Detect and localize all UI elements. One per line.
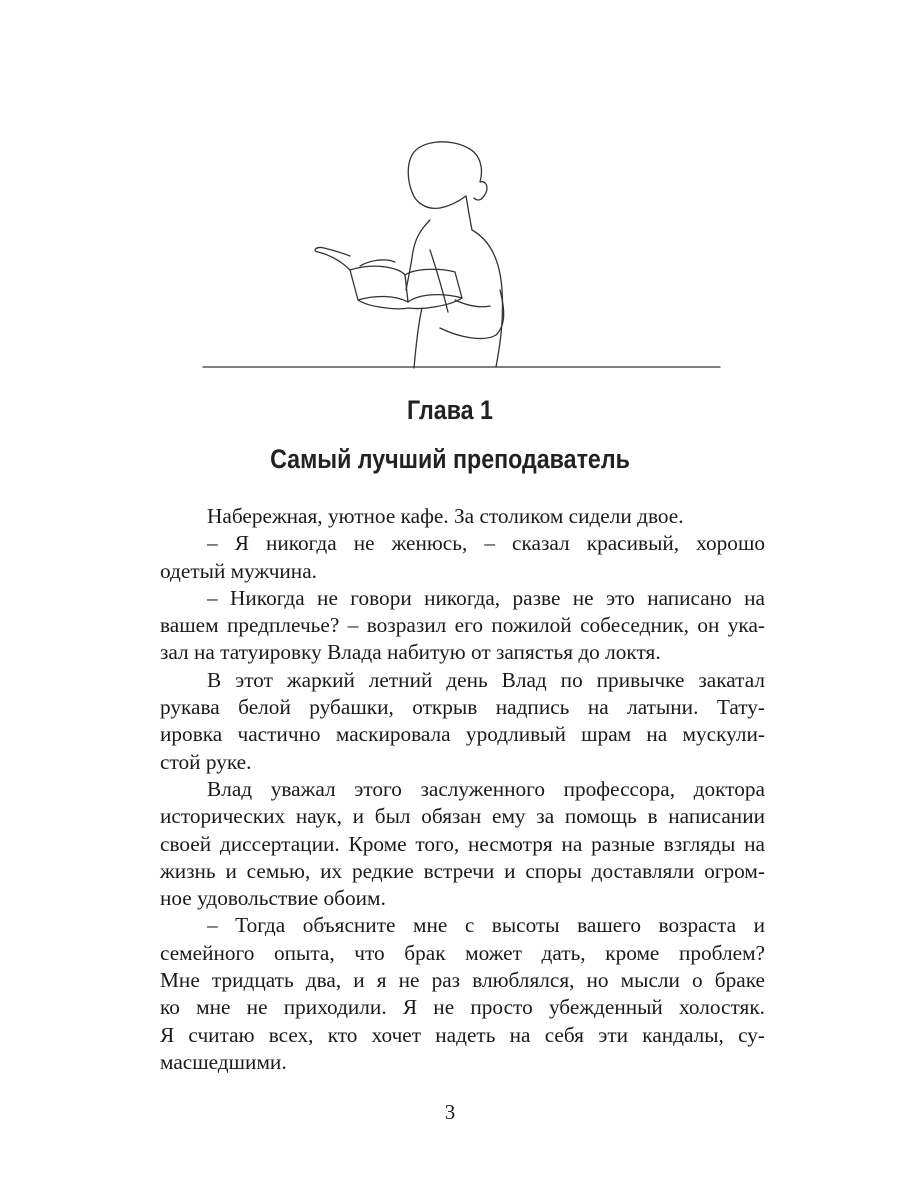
chapter-number: Глава 1: [407, 395, 493, 425]
text-line: Влад уважал этого заслуженного профессора, доктора: [207, 776, 765, 801]
text-line: жизнь и семью, их редкие встречи и споры доставляли огром-: [160, 858, 765, 883]
text-line: Набережная, уютное кафе. За столиком сидели двое.: [207, 504, 684, 528]
text-line: Я считаю всех, кто хочет надеть на себя эти кандалы, су-: [160, 1022, 765, 1047]
paragraph: [160, 503, 765, 530]
man-reading-book-line-drawing-icon: [200, 130, 725, 375]
paragraph: [160, 912, 765, 1076]
text-line: В этот жаркий летний день Влад по привычке закатал: [207, 667, 765, 692]
text-line: – Тогда объясните мне с высоты вашего возраста и: [207, 913, 765, 938]
text-line: ировка частично маскировала уродливый шрам на мускули-: [160, 722, 765, 747]
chapter-title: Самый лучший преподаватель: [270, 444, 630, 474]
paragraph: [160, 530, 765, 585]
text-line: зал на татуировку Влада набитую от запястья до локтя.: [160, 640, 661, 665]
paragraph: [160, 776, 765, 912]
page-number: 3: [444, 1100, 456, 1124]
text-line: одетый мужчина.: [160, 558, 317, 583]
text-line: исторических наук, и был обязан ему за помощь в написании: [160, 804, 765, 829]
text-line: рукава белой рубашки, открыв надпись на латыни. Тату-: [160, 695, 765, 720]
text-line: ко мне не приходили. Я не просто убежденный холостяк.: [160, 995, 765, 1020]
text-line: – Я никогда не женюсь, – сказал красивый, хорошо: [207, 531, 765, 556]
text-line: семейного опыта, что брак может дать, кроме проблем?: [160, 940, 765, 965]
text-line: – Никогда не говори никогда, разве не это написано на: [207, 585, 765, 610]
text-line: ное удовольствие обоим.: [160, 886, 386, 911]
text-line: стой руке.: [160, 749, 252, 774]
text-line: своей диссертации. Кроме того, несмотря на разные взгляды на: [160, 831, 765, 856]
text-line: вашем предплечье? – возразил его пожилой собеседник, он ука-: [160, 613, 765, 638]
chapter-body-text: [160, 503, 765, 1076]
paragraph: [160, 667, 765, 776]
text-line: масшедшими.: [160, 1049, 287, 1074]
paragraph: [160, 585, 765, 667]
text-line: Мне тридцать два, и я не раз влюблялся, но мысли о браке: [160, 968, 765, 993]
